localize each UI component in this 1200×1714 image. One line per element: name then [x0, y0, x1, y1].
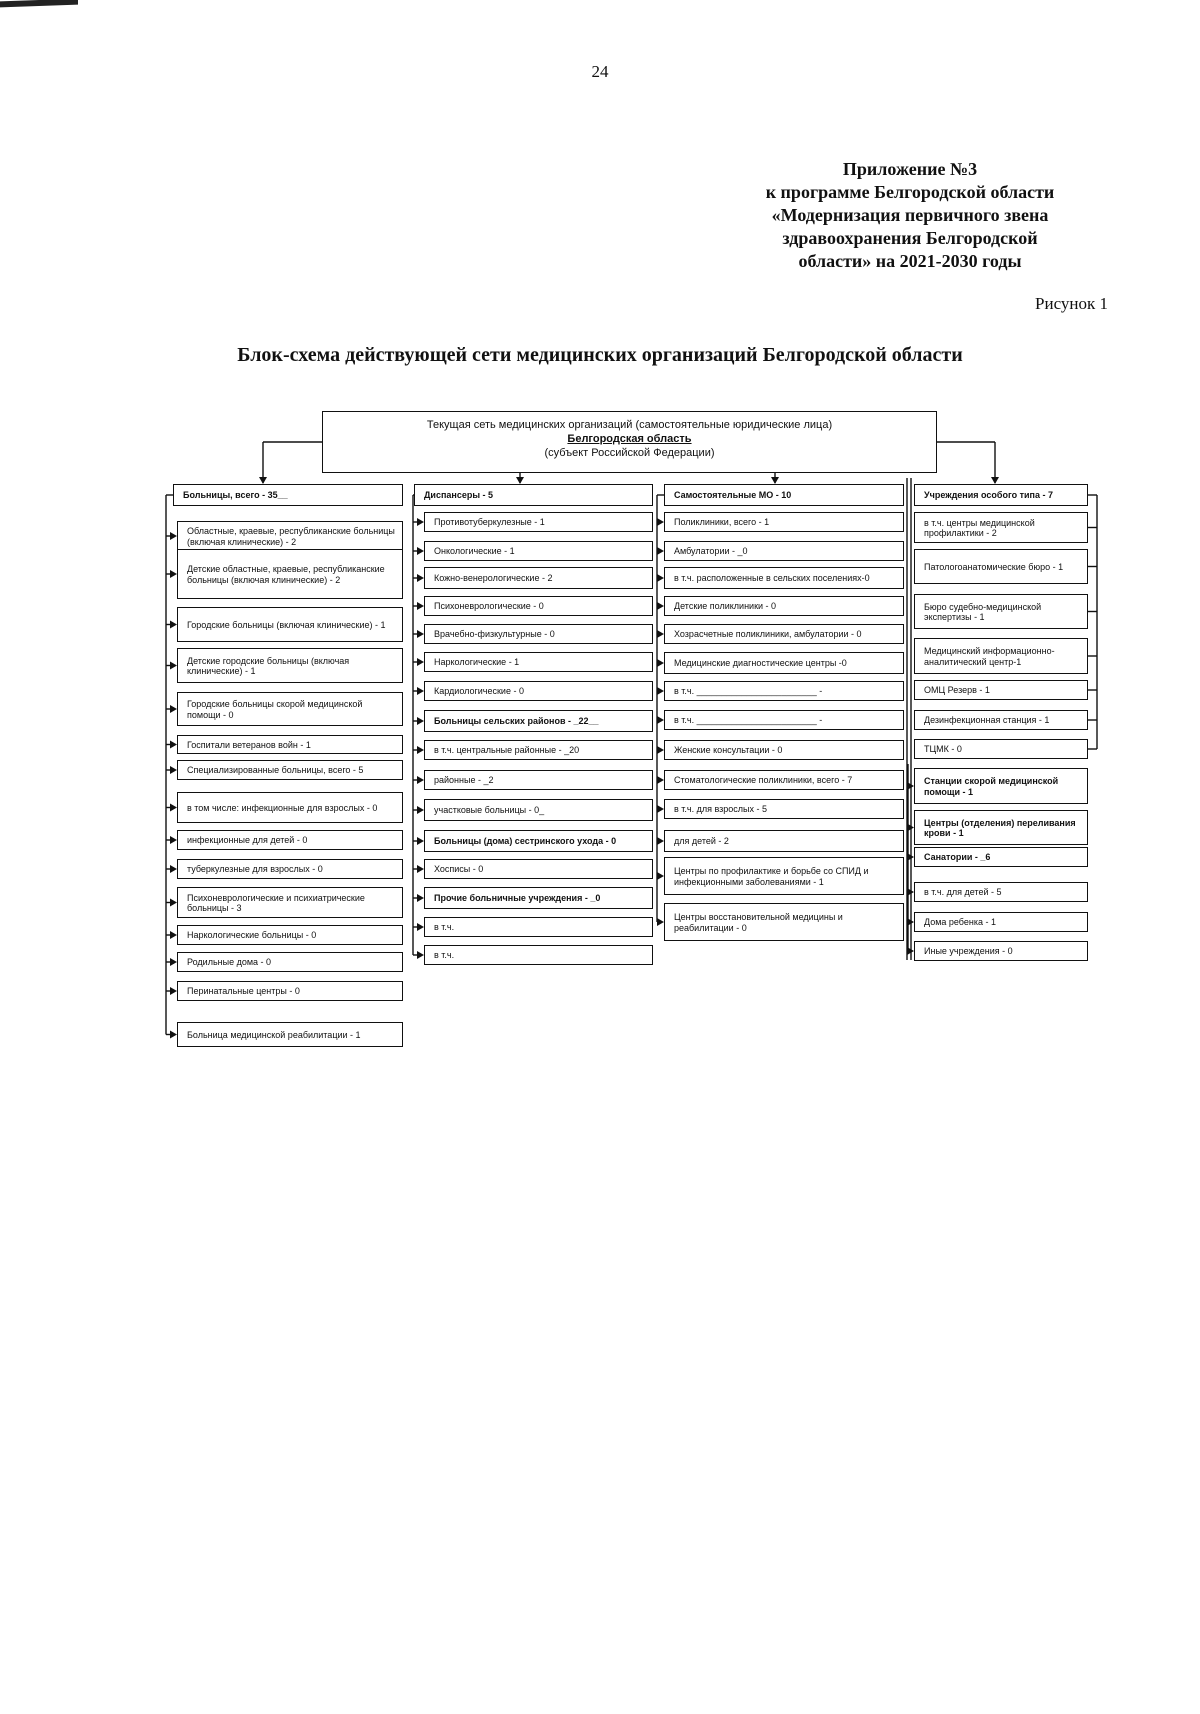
category-box-label: Поликлиники, всего - 1	[674, 517, 770, 528]
arrow-head	[417, 547, 424, 555]
arrow-head	[417, 951, 424, 959]
category-box-label: туберкулезные для взрослых - 0	[187, 864, 323, 875]
category-box	[177, 952, 403, 972]
category-box	[177, 887, 403, 918]
arrow-head	[417, 658, 424, 666]
category-box	[424, 830, 653, 852]
arrow-head	[170, 931, 177, 939]
category-box-label: Дома ребенка - 1	[924, 917, 996, 928]
category-box-label: Центры восстановительной медицины и реабилитации - 0	[674, 912, 843, 933]
arrow-head	[170, 865, 177, 873]
arrow-head	[657, 918, 664, 926]
category-box-label: Больница медицинской реабилитации - 1	[187, 1029, 361, 1040]
category-box-label: в т.ч. для детей - 5	[924, 887, 1002, 898]
category-box-label: в т.ч.	[434, 922, 455, 933]
category-box-label: Станции скорой медицинской помощи - 1	[924, 776, 1059, 797]
category-box	[177, 521, 403, 551]
arrow-head	[417, 746, 424, 754]
category-box	[424, 567, 653, 589]
arrow-head	[417, 717, 424, 725]
category-box	[664, 567, 904, 589]
category-box	[914, 512, 1088, 543]
arrow-head	[657, 547, 664, 555]
category-box-label: Женские консультации - 0	[674, 745, 783, 756]
category-box	[177, 648, 403, 683]
category-box	[177, 735, 403, 754]
category-box-label: Психоневрологические и психиатрические больницы - 3	[187, 892, 365, 913]
category-box	[914, 638, 1088, 674]
category-box-label: в т.ч.	[434, 950, 455, 961]
column-header-4	[914, 484, 1088, 506]
category-box	[664, 512, 904, 532]
category-box-label: Патологоанатомические бюро - 1	[924, 561, 1064, 572]
category-box-label: Кожно-венерологические - 2	[434, 573, 553, 584]
category-box	[177, 760, 403, 780]
category-box-label: Противотуберкулезные - 1	[434, 517, 545, 528]
category-box-label: Госпитали ветеранов войн - 1	[187, 739, 311, 750]
arrow-head	[417, 687, 424, 695]
category-box-label: для детей - 2	[674, 836, 729, 847]
category-box-label: Специализированные больницы, всего - 5	[187, 765, 364, 776]
category-box-label: Медицинские диагностические центры -0	[674, 658, 847, 669]
arrow-head	[417, 837, 424, 845]
category-box	[424, 859, 653, 879]
arrow-head	[170, 804, 177, 812]
category-box	[914, 912, 1088, 932]
arrow-head	[657, 805, 664, 813]
category-box-label: Амбулатории - _0	[674, 546, 748, 557]
category-box-label: Детские городские больницы (включая клинические) - 1	[187, 655, 350, 676]
category-box-label: инфекционные для детей - 0	[187, 835, 308, 846]
category-box-label: Центры (отделения) переливания крови - 1	[924, 817, 1076, 838]
arrow-head	[657, 837, 664, 845]
category-box-label: Центры по профилактике и борьбе со СПИД и инфекционными заболеваниями - 1	[674, 866, 869, 887]
arrow-head	[170, 662, 177, 670]
category-box	[914, 739, 1088, 759]
category-box-label: районные - _2	[434, 775, 494, 786]
category-box	[664, 830, 904, 852]
category-box-label: Городские больницы скорой медицинской помощи - 0	[187, 699, 363, 720]
category-box-label: Детские областные, краевые, республиканские больницы (включая клинические) - 2	[187, 564, 385, 585]
arrow-head	[771, 477, 779, 484]
category-box	[664, 740, 904, 760]
arrow-head	[417, 806, 424, 814]
category-box	[914, 594, 1088, 629]
arrow-head	[516, 477, 524, 484]
category-box	[177, 1022, 403, 1047]
category-box	[664, 596, 904, 616]
arrow-head	[259, 477, 267, 484]
category-box	[664, 681, 904, 701]
figure-label: Рисунок 1	[1035, 294, 1108, 313]
column-header-2-label: Диспансеры - 5	[424, 490, 494, 501]
category-box	[424, 596, 653, 616]
category-box-label: Онкологические - 1	[434, 546, 515, 557]
category-box-label: Прочие больничные учреждения - _0	[434, 893, 601, 904]
appendix-line: здравоохранения Белгородской	[782, 228, 1038, 248]
category-box-label: Психоневрологические - 0	[434, 601, 544, 612]
category-box	[914, 710, 1088, 730]
column-header-1	[173, 484, 403, 506]
category-box	[177, 692, 403, 726]
arrow-head	[417, 865, 424, 873]
category-box-label: Хозрасчетные поликлиники, амбулатории - 0	[674, 629, 862, 640]
category-box	[424, 770, 653, 790]
category-box	[914, 810, 1088, 845]
category-box	[664, 857, 904, 895]
category-box	[664, 541, 904, 561]
column-header-1-label: Больницы, всего - 35__	[183, 490, 288, 501]
page-number: 24	[591, 62, 609, 81]
appendix-line: области» на 2021-2030 годы	[798, 251, 1022, 271]
category-box	[914, 549, 1088, 584]
arrow-head	[170, 532, 177, 540]
category-box	[424, 541, 653, 561]
appendix-line: Приложение №3	[842, 159, 978, 179]
category-box-label: в т.ч. ________________________ -	[674, 686, 823, 697]
category-box	[424, 917, 653, 937]
category-box-label: Хосписы - 0	[434, 864, 484, 875]
category-box	[424, 740, 653, 760]
arrow-head	[170, 987, 177, 995]
category-box	[664, 799, 904, 819]
root-line: Текущая сеть медицинских организаций (самостоятельные юридические лица)	[426, 419, 833, 431]
category-box-label: Медицинский информационно-аналитический центр-1	[924, 646, 1055, 667]
category-box	[177, 549, 403, 599]
arrow-head	[657, 630, 664, 638]
category-box-label: участковые больницы - 0_	[434, 805, 545, 816]
category-box-label: Бюро судебно-медицинской экспертизы - 1	[924, 601, 1042, 622]
category-box	[424, 887, 653, 909]
category-box-label: Иные учреждения - 0	[924, 946, 1013, 957]
category-box-label: в т.ч. центры медицинской профилактики - 2	[924, 517, 1035, 538]
arrow-head	[417, 923, 424, 931]
category-box	[177, 925, 403, 945]
category-box-label: Врачебно-физкультурные - 0	[434, 629, 555, 640]
category-box	[177, 607, 403, 642]
arrow-head	[417, 602, 424, 610]
category-box-label: в том числе: инфекционные для взрослых - 0	[187, 802, 378, 813]
arrow-head	[657, 659, 664, 667]
arrow-head	[657, 518, 664, 526]
category-box	[177, 830, 403, 850]
category-box	[424, 512, 653, 532]
category-box-label: Городские больницы (включая клинические) - 1	[187, 619, 386, 630]
category-box-label: ОМЦ Резерв - 1	[924, 685, 990, 696]
category-box-label: Кардиологические - 0	[434, 686, 524, 697]
appendix-line: к программе Белгородской области	[765, 182, 1055, 202]
category-box	[664, 624, 904, 644]
category-box	[424, 681, 653, 701]
category-box	[424, 799, 653, 821]
arrow-head	[657, 872, 664, 880]
category-box-label: ТЦМК - 0	[924, 744, 962, 755]
arrow-head	[170, 1031, 177, 1039]
category-box	[914, 847, 1088, 867]
arrow-head	[170, 621, 177, 629]
arrow-head	[657, 746, 664, 754]
root-line: (субъект Российской Федерации)	[544, 447, 715, 459]
category-box-label: Наркологические - 1	[434, 657, 520, 668]
arrow-head	[657, 716, 664, 724]
category-box	[914, 680, 1088, 700]
category-box-label: Детские поликлиники - 0	[674, 601, 777, 612]
category-box-label: Санатории - _6	[924, 852, 991, 863]
category-box	[664, 903, 904, 941]
category-box	[664, 770, 904, 790]
root-region: Белгородская область	[567, 433, 692, 445]
category-box	[914, 882, 1088, 902]
category-box-label: в т.ч. расположенные в сельских поселениях-0	[674, 573, 870, 584]
arrow-head	[417, 518, 424, 526]
arrow-head	[417, 630, 424, 638]
category-box-label: в т.ч. центральные районные - _20	[434, 745, 580, 756]
arrow-head	[170, 836, 177, 844]
category-box-label: Больницы сельских районов - _22__	[434, 716, 599, 727]
arrow-head	[417, 776, 424, 784]
arrow-head	[657, 574, 664, 582]
arrow-head	[417, 894, 424, 902]
category-box-label: в т.ч. ________________________ -	[674, 715, 823, 726]
category-box-label: Дезинфекционная станция - 1	[924, 715, 1050, 726]
arrow-head	[170, 958, 177, 966]
column-header-4-label: Учреждения особого типа - 7	[924, 490, 1053, 501]
arrow-head	[170, 899, 177, 907]
category-box	[177, 981, 403, 1001]
category-box-label: Областные, краевые, республиканские больницы (включая клинические) - 2	[187, 526, 395, 547]
category-box-label: Стоматологические поликлиники, всего - 7	[674, 775, 853, 786]
arrow-head	[991, 477, 999, 484]
appendix-line: «Модернизация первичного звена	[771, 205, 1049, 225]
category-box	[664, 710, 904, 730]
arrow-head	[170, 766, 177, 774]
category-box-label: в т.ч. для взрослых - 5	[674, 804, 768, 815]
category-box-label: Перинатальные центры - 0	[187, 986, 300, 997]
category-box	[177, 792, 403, 823]
category-box	[664, 652, 904, 674]
network-root-box	[322, 411, 937, 473]
category-box-label: Больницы (дома) сестринского ухода - 0	[434, 836, 617, 847]
category-box	[177, 859, 403, 879]
category-box	[914, 768, 1088, 804]
arrow-head	[417, 574, 424, 582]
category-box	[424, 945, 653, 965]
arrow-head	[170, 741, 177, 749]
arrow-head	[657, 687, 664, 695]
category-box	[424, 710, 653, 732]
category-box-label: Наркологические больницы - 0	[187, 930, 317, 941]
arrow-head	[657, 776, 664, 784]
column-header-3	[664, 484, 904, 506]
category-box-label: Родильные дома - 0	[187, 957, 272, 968]
document-title: Блок-схема действующей сети медицинских организаций Белгородской области	[237, 344, 963, 366]
category-box	[914, 941, 1088, 961]
arrow-head	[170, 570, 177, 578]
arrow-head	[170, 705, 177, 713]
category-box	[424, 652, 653, 672]
column-header-3-label: Самостоятельные МО - 10	[674, 490, 792, 501]
column-header-2	[414, 484, 653, 506]
arrow-head	[657, 602, 664, 610]
category-box	[424, 624, 653, 644]
